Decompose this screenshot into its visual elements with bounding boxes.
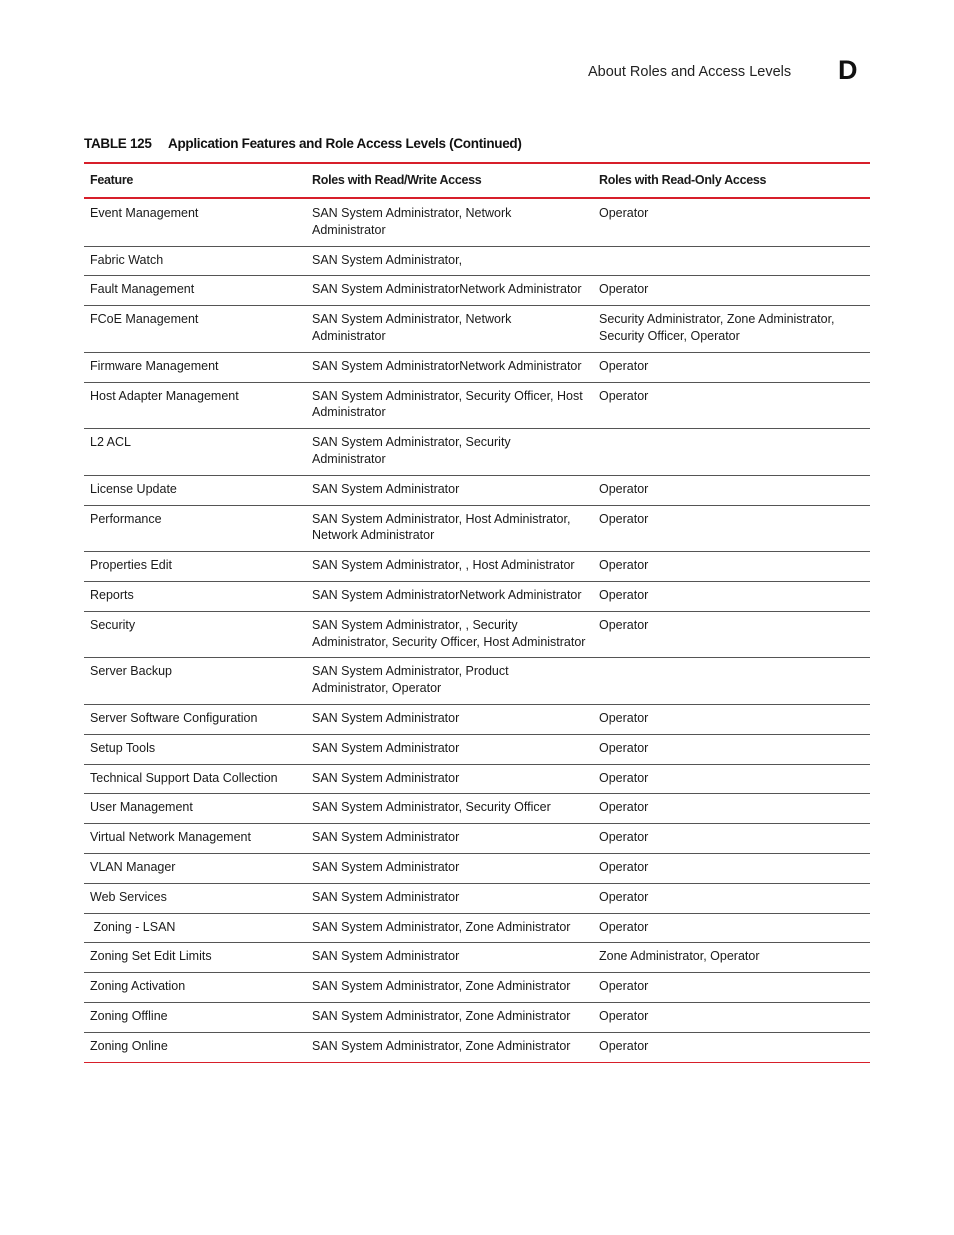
cell-read-only-roles: Operator xyxy=(593,883,870,913)
table-row xyxy=(84,794,870,824)
cell-read-write-roles: SAN System Administrator, Zone Administrator xyxy=(306,973,593,1003)
table-row xyxy=(84,913,870,943)
cell-read-only-roles: Operator xyxy=(593,198,870,246)
cell-read-write-roles: SAN System AdministratorNetwork Administrator xyxy=(306,352,593,382)
cell-feature: Reports xyxy=(84,581,306,611)
cell-read-write-roles: SAN System Administrator, Product Administrator, Operator xyxy=(306,658,593,705)
cell-read-only-roles: Operator xyxy=(593,581,870,611)
cell-read-write-roles: SAN System Administrator, , Security Administrator, Security Officer, Host Administrator xyxy=(306,611,593,658)
cell-read-only-roles: Operator xyxy=(593,475,870,505)
cell-read-only-roles: Operator xyxy=(593,1032,870,1062)
cell-feature: Security xyxy=(84,611,306,658)
cell-read-write-roles: SAN System Administrator xyxy=(306,704,593,734)
cell-feature: Server Backup xyxy=(84,658,306,705)
cell-read-only-roles: Operator xyxy=(593,382,870,429)
cell-read-only-roles: Operator xyxy=(593,913,870,943)
cell-read-only-roles: Operator xyxy=(593,824,870,854)
cell-read-only-roles: Operator xyxy=(593,704,870,734)
cell-feature: Virtual Network Management xyxy=(84,824,306,854)
cell-read-only-roles xyxy=(593,658,870,705)
table-row xyxy=(84,306,870,353)
cell-read-only-roles xyxy=(593,246,870,276)
cell-read-write-roles: SAN System Administrator xyxy=(306,883,593,913)
table-row xyxy=(84,581,870,611)
cell-feature: L2 ACL xyxy=(84,429,306,476)
cell-read-write-roles: SAN System Administrator xyxy=(306,764,593,794)
cell-read-only-roles: Operator xyxy=(593,764,870,794)
cell-read-only-roles: Operator xyxy=(593,1002,870,1032)
table-row xyxy=(84,552,870,582)
cell-feature: Fault Management xyxy=(84,276,306,306)
table-row xyxy=(84,475,870,505)
cell-read-only-roles: Operator xyxy=(593,505,870,552)
table-row xyxy=(84,246,870,276)
cell-feature: Performance xyxy=(84,505,306,552)
roles-access-table xyxy=(84,162,870,1063)
table-title: Application Features and Role Access Levels (Continued) xyxy=(168,136,522,151)
cell-read-only-roles: Operator xyxy=(593,973,870,1003)
cell-read-write-roles: SAN System Administrator, Zone Administrator xyxy=(306,913,593,943)
cell-feature: Zoning Online xyxy=(84,1032,306,1062)
table-row xyxy=(84,943,870,973)
cell-feature: Server Software Configuration xyxy=(84,704,306,734)
cell-feature: Event Management xyxy=(84,198,306,246)
cell-feature: Zoning Offline xyxy=(84,1002,306,1032)
cell-read-write-roles: SAN System Administrator, Zone Administrator xyxy=(306,1002,593,1032)
table-row xyxy=(84,1002,870,1032)
table-row xyxy=(84,429,870,476)
cell-read-only-roles xyxy=(593,429,870,476)
table-row xyxy=(84,198,870,246)
cell-read-only-roles: Operator xyxy=(593,611,870,658)
cell-read-only-roles: Zone Administrator, Operator xyxy=(593,943,870,973)
cell-read-only-roles: Operator xyxy=(593,794,870,824)
table-row xyxy=(84,382,870,429)
table-row xyxy=(84,658,870,705)
cell-feature: Fabric Watch xyxy=(84,246,306,276)
table-row xyxy=(84,973,870,1003)
appendix-letter: D xyxy=(838,55,858,85)
cell-read-write-roles: SAN System Administrator, Security Administrator xyxy=(306,429,593,476)
cell-read-only-roles: Operator xyxy=(593,853,870,883)
column-header-feature: Feature xyxy=(84,163,306,198)
table-row xyxy=(84,611,870,658)
cell-feature: Host Adapter Management xyxy=(84,382,306,429)
cell-read-only-roles: Operator xyxy=(593,734,870,764)
table-row xyxy=(84,1032,870,1062)
cell-read-write-roles: SAN System Administrator xyxy=(306,853,593,883)
table-header-row xyxy=(84,163,870,198)
table-caption xyxy=(84,136,522,151)
cell-feature: License Update xyxy=(84,475,306,505)
table-row xyxy=(84,824,870,854)
table-row xyxy=(84,276,870,306)
cell-feature: Setup Tools xyxy=(84,734,306,764)
cell-read-only-roles: Operator xyxy=(593,552,870,582)
cell-feature: Zoning Activation xyxy=(84,973,306,1003)
cell-feature: Technical Support Data Collection xyxy=(84,764,306,794)
column-header-read-only: Roles with Read-Only Access xyxy=(593,163,870,198)
cell-read-write-roles: SAN System Administrator xyxy=(306,734,593,764)
cell-feature: Zoning - LSAN xyxy=(84,913,306,943)
cell-feature: Properties Edit xyxy=(84,552,306,582)
cell-read-write-roles: SAN System AdministratorNetwork Administrator xyxy=(306,276,593,306)
table-row xyxy=(84,883,870,913)
cell-read-write-roles: SAN System Administrator xyxy=(306,475,593,505)
cell-read-write-roles: SAN System Administrator, , Host Administrator xyxy=(306,552,593,582)
table-row xyxy=(84,853,870,883)
table-row xyxy=(84,734,870,764)
cell-read-write-roles: SAN System Administrator, Network Administrator xyxy=(306,198,593,246)
cell-read-write-roles: SAN System Administrator, Security Officer, Host Administrator xyxy=(306,382,593,429)
running-header-title: About Roles and Access Levels xyxy=(588,64,792,80)
table-number: TABLE 125 xyxy=(84,136,152,151)
cell-read-write-roles: SAN System Administrator xyxy=(306,824,593,854)
cell-feature: User Management xyxy=(84,794,306,824)
cell-feature: Zoning Set Edit Limits xyxy=(84,943,306,973)
cell-read-only-roles: Operator xyxy=(593,352,870,382)
table-row xyxy=(84,764,870,794)
table-body xyxy=(84,198,870,1062)
cell-read-write-roles: SAN System Administrator, Zone Administrator xyxy=(306,1032,593,1062)
cell-feature: Web Services xyxy=(84,883,306,913)
table-row xyxy=(84,352,870,382)
cell-read-only-roles: Security Administrator, Zone Administrator, Security Officer, Operator xyxy=(593,306,870,353)
column-header-read-write: Roles with Read/Write Access xyxy=(306,163,593,198)
cell-read-write-roles: SAN System Administrator xyxy=(306,943,593,973)
cell-feature: Firmware Management xyxy=(84,352,306,382)
cell-read-only-roles: Operator xyxy=(593,276,870,306)
cell-read-write-roles: SAN System Administrator, Security Officer xyxy=(306,794,593,824)
cell-read-write-roles: SAN System AdministratorNetwork Administrator xyxy=(306,581,593,611)
table-row xyxy=(84,704,870,734)
cell-feature: FCoE Management xyxy=(84,306,306,353)
cell-feature: VLAN Manager xyxy=(84,853,306,883)
cell-read-write-roles: SAN System Administrator, xyxy=(306,246,593,276)
cell-read-write-roles: SAN System Administrator, Host Administrator, Network Administrator xyxy=(306,505,593,552)
cell-read-write-roles: SAN System Administrator, Network Administrator xyxy=(306,306,593,353)
table-row xyxy=(84,505,870,552)
